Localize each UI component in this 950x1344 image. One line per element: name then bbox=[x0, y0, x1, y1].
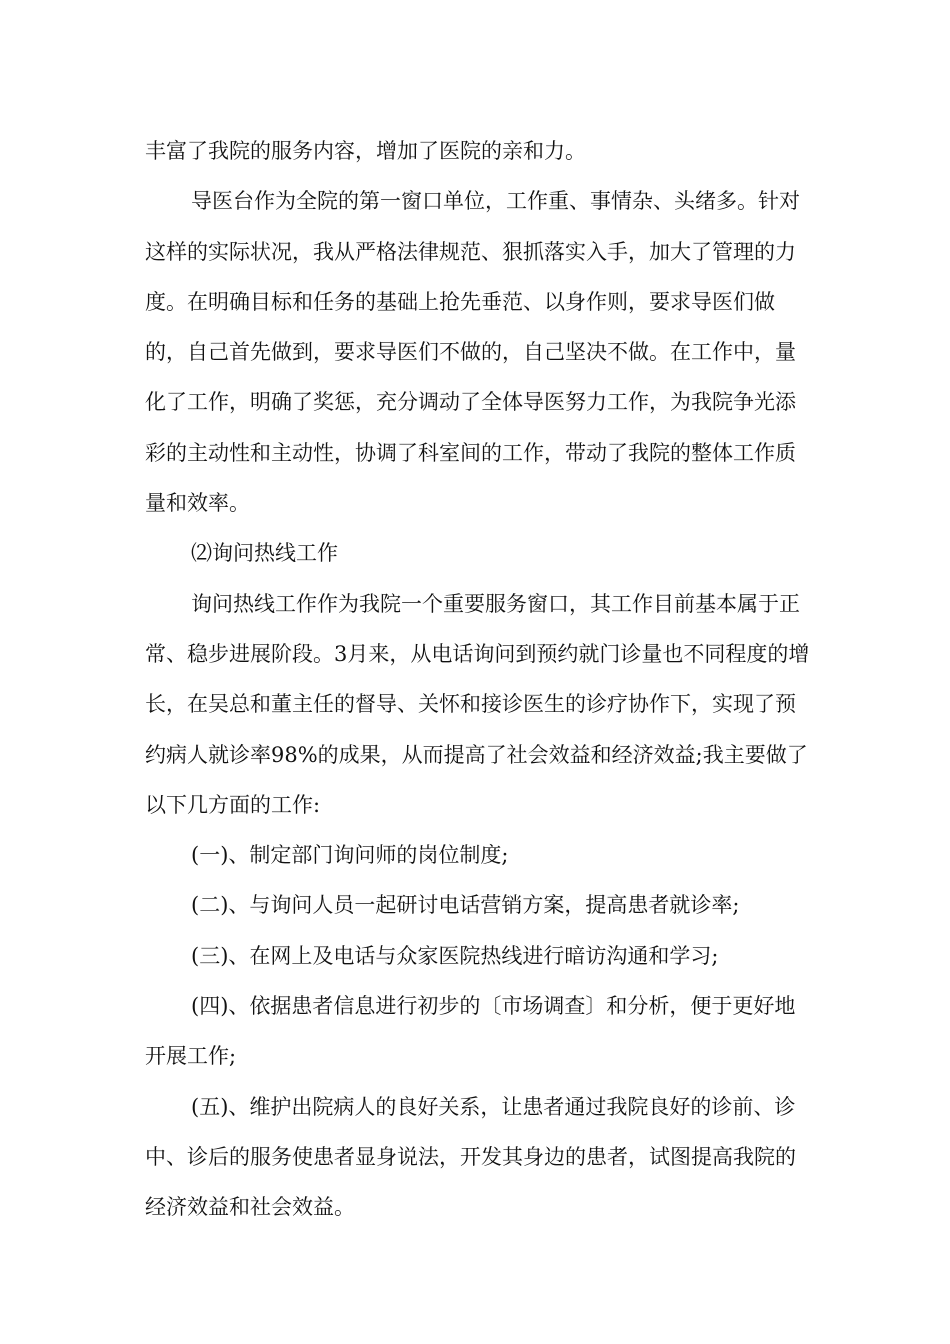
document-body bbox=[145, 126, 810, 1233]
list-item-5: (五)、维护出院病人的良好关系，让患者通过我院良好的诊前、诊中、诊后的服务使患者显身说法，开发其身边的患者，试图提高我院的经济效益和社会效益。 bbox=[145, 1094, 796, 1220]
list-item-4: (四)、依据患者信息进行初步的〔市场调查〕和分析，便于更好地开展工作; bbox=[145, 994, 796, 1069]
paragraph-hotline: 询问热线工作作为我院一个重要服务窗口，其工作目前基本属于正常、稳步进展阶段。3月来，从电话询问到预约就门诊量也不同程度的增长，在吴总和董主任的督导、关怀和接诊医生的诊疗协作下，实现了预约病人就诊率98%的成果，从而提高了社会效益和经济效益;我主要做了以下几方面的工作: bbox=[145, 591, 810, 817]
paragraph-guide-desk: 导医台作为全院的第一窗口单位，工作重、事情杂、头绪多。针对这样的实际状况，我从严格法律规范、狠抓落实入手，加大了管理的力度。在明确目标和任务的基础上抢先垂范、以身作则，要求导医们做的，自己首先做到，要求导医们不做的，自己坚决不做。在工作中，量化了工作，明确了奖惩，充分调动了全体导医努力工作，为我院争光添彩的主动性和主动性，协调了科室间的工作，带动了我院的整体工作质量和效率。 bbox=[145, 189, 800, 516]
list-item-1: (一)、制定部门询问师的岗位制度; bbox=[191, 843, 509, 868]
list-item-2: (二)、与询问人员一起研讨电话营销方案，提高患者就诊率; bbox=[191, 893, 740, 918]
paragraph-continuation: 丰富了我院的服务内容，增加了医院的亲和力。 bbox=[145, 139, 586, 163]
list-item-3: (三)、在网上及电话与众家医院热线进行暗访沟通和学习; bbox=[191, 943, 719, 968]
section-heading-hotline: ⑵询问热线工作 bbox=[191, 541, 338, 566]
